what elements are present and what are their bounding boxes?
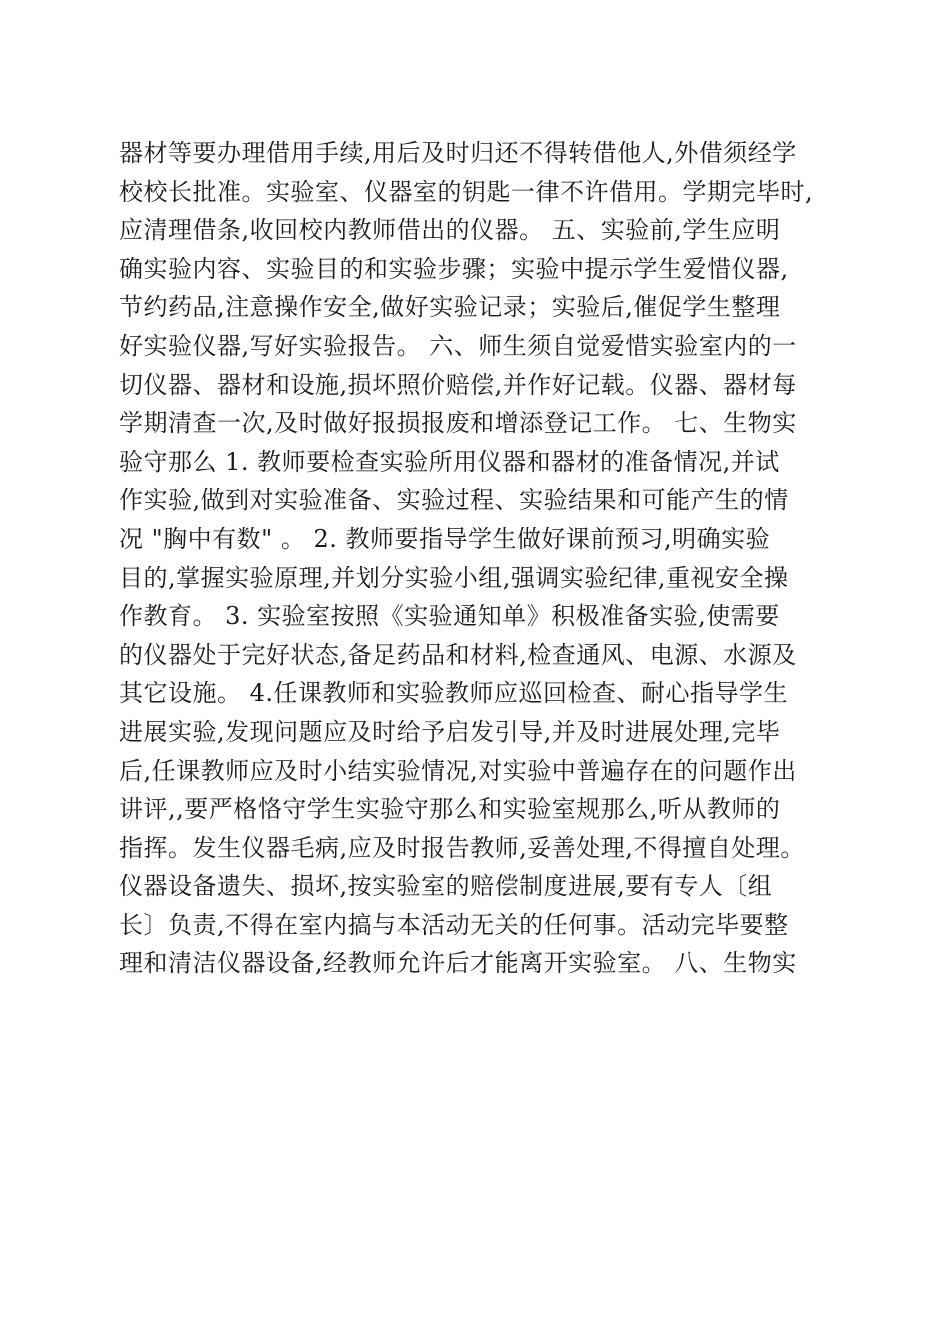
text-line: 目的,掌握实验原理,并划分实验小组,强调实验纪律,重视安全操 [119,563,789,592]
text-line: 校校长批准。实验室、仪器室的钥匙一律不许借用。学期完毕时, [119,177,814,206]
text-line: 指挥。发生仪器毛病,应及时报告教师,妥善处理,不得擅自处理。 [119,833,805,862]
text-line: 确实验内容、实验目的和实验步骤；实验中提示学生爱惜仪器, [119,254,789,283]
text-line: 仪器设备遗失、损坏,按实验室的赔偿制度进展,要有专人〔组 [119,872,773,901]
body-text [119,134,839,983]
text-line: 作实验,做到对实验准备、实验过程、实验结果和可能产生的情 [119,486,789,515]
text-line: 作教育。 3. 实验室按照《实验通知单》积极准备实验,使需要 [119,602,780,631]
text-line: 理和清洁仪器设备,经教师允许后才能离开实验室。 八、生物实 [119,949,797,978]
text-line: 学期清查一次,及时做好报损报废和增添登记工作。 七、生物实 [119,409,797,438]
text-line: 切仪器、器材和设施,损坏照价赔偿,并作好记载。仪器、器材每 [119,370,797,399]
text-line: 其它设施。 4.任课教师和实验教师应巡回检查、耐心指导学生 [119,679,789,708]
text-line: 应清理借条,收回校内教师借出的仪器。 五、实验前,学生应明 [119,216,781,245]
text-line: 验守那么 1. 教师要检查实验所用仪器和器材的准备情况,并试 [119,447,780,476]
text-line: 进展实验,发现问题应及时给予启发引导,并及时进展处理,完毕 [119,717,781,746]
text-line: 好实验仪器,写好实验报告。 六、师生须自觉爱惜实验室内的一 [119,331,797,360]
text-line: 讲评,,要严格恪守学生实验守那么和实验室规那么,听从教师的 [119,795,781,824]
text-line: 器材等要办理借用手续,用后及时归还不得转借他人,外借须经学 [119,139,797,167]
text-line: 的仪器处于完好状态,备足药品和材料,检查通风、电源、水源及 [119,640,797,669]
text-line: 节约药品,注意操作安全,做好实验记录；实验后,催促学生整理 [119,293,781,322]
text-line: 况 "胸中有数" 。 2. 教师要指导学生做好课前预习,明确实验 [119,524,771,553]
text-line: 后,任课教师应及时小结实验情况,对实验中普遍存在的问题作出 [119,756,797,785]
text-line: 长〕负责,不得在室内搞与本活动无关的任何事。活动完毕要整 [119,910,789,939]
